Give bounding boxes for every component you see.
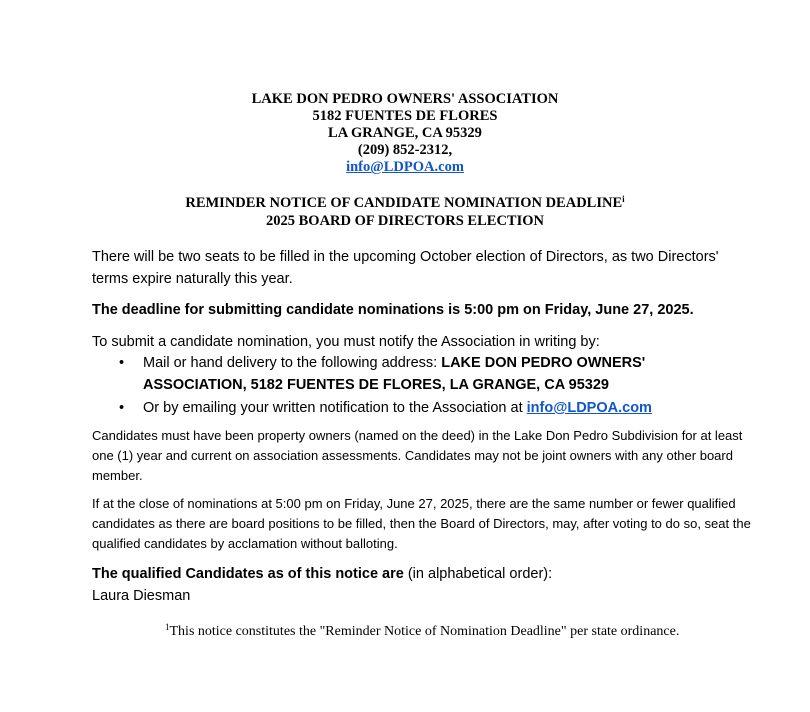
list-item — [92, 352, 752, 396]
org-phone: (209) 852-2312, — [357, 142, 453, 158]
submit-intro: To submit a candidate nomination, you must notify the Association in writing by: — [92, 334, 600, 350]
candidates-order-note: (in alphabetical order): — [403, 566, 553, 582]
notice-subtitle: 2025 BOARD OF DIRECTORS ELECTION — [266, 213, 544, 229]
bullet-mail-address: LAKE DON PEDRO OWNERS' ASSOCIATION, 5182 FUENTES DE FLORES, LA GRANGE, CA 95329 — [143, 355, 646, 393]
bullet-icon: • — [119, 400, 125, 416]
org-email-link[interactable]: info@LDPOA.com — [346, 159, 464, 175]
list-item — [92, 397, 752, 419]
candidates-label: The qualified Candidates as of this notice are — [92, 566, 404, 582]
deadline-text: The deadline for submitting candidate nominations is 5:00 pm on Friday, June 27, 2025. — [92, 302, 694, 318]
org-name: LAKE DON PEDRO OWNERS' ASSOCIATION — [251, 91, 559, 107]
bullet-mail-text: Mail or hand delivery to the following address: — [143, 355, 442, 371]
notice-title: REMINDER NOTICE OF CANDIDATE NOMINATION DEADLINE — [185, 195, 623, 211]
notice-heading — [0, 194, 810, 230]
deadline-paragraph — [92, 299, 752, 321]
org-city: LA GRANGE, CA 95329 — [328, 125, 482, 141]
submission-methods — [92, 352, 752, 419]
bullet-email-text: Or by emailing your written notification to the Association at — [143, 400, 527, 416]
acclamation-paragraph: If at the close of nominations at 5:00 pm on Friday, June 27, 2025, there are the same number or fewer qualified candidates as there are board positions to be filled, then the Board of Directors, may, after voting to do so, seat the qualified candidates by acclamation without balloting. — [92, 496, 751, 551]
footnote-text: This notice constitutes the "Reminder Notice of Nomination Deadline" per state ordinance. — [169, 624, 680, 639]
org-street: 5182 FUENTES DE FLORES — [312, 108, 498, 124]
footnote-mark: 1 — [165, 622, 170, 632]
candidate-name: Laura Diesman — [92, 588, 191, 604]
bullet-icon: • — [119, 355, 125, 371]
notice-footnote-mark: i — [622, 194, 625, 204]
intro-paragraph: There will be two seats to be filled in the upcoming October election of Directors, as two Directors' terms expire naturally this year. — [92, 249, 719, 287]
candidates-heading — [92, 563, 752, 585]
bullet-email-link[interactable]: info@LDPOA.com — [526, 400, 652, 416]
letterhead — [0, 91, 810, 176]
footnote — [165, 623, 765, 641]
eligibility-paragraph: Candidates must have been property owners (named on the deed) in the Lake Don Pedro Subdivision for at least one (1) year and current on association assessments. Candidates may not be joint owners with any other board member. — [92, 428, 743, 483]
candidate-list — [92, 585, 752, 607]
